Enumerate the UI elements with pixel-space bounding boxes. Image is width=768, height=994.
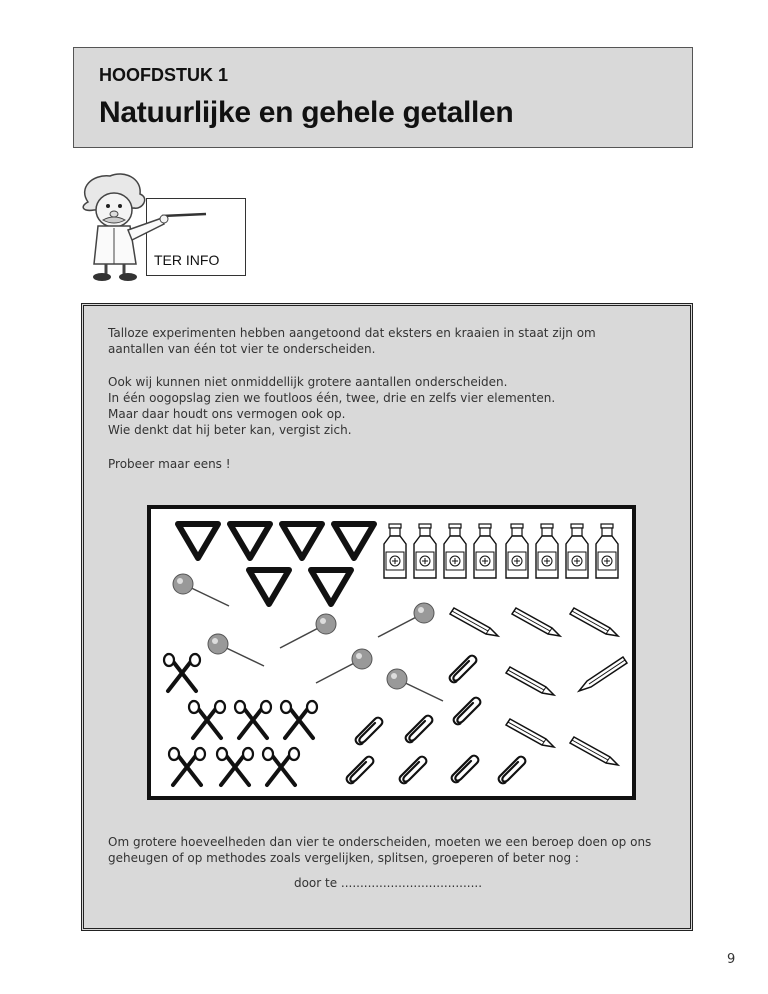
bottle-icon [414,524,436,578]
conclusion-paragraph [108,834,651,866]
pin-icon [316,649,372,683]
scissors-icon [281,701,317,738]
text-line: aantallen van één tot vier te onderscheiden. [108,342,376,356]
chapter-header [73,47,693,148]
text-line: In één oogopslag zien we foutloos één, twee, drie en zelfs vier elementen. [108,391,556,405]
bottle-icon [596,524,618,578]
page-number: 9 [727,952,736,967]
intro-paragraph-3 [108,456,231,472]
paperclip-icon [452,756,479,783]
chapter-title: Natuurlijke en gehele getallen [99,96,514,129]
paperclip-icon [406,716,433,743]
text-line: Om grotere hoeveelheden dan vier te onderscheiden, moeten we een beroep doen op ons [108,835,652,849]
paperclip-icon [347,757,374,784]
paperclip-icon [400,757,427,784]
intro-paragraph-1 [108,325,596,357]
pencil-icon [506,719,554,747]
bottle-icon [566,524,588,578]
scissors-icon [169,748,205,785]
counting-figure [147,505,636,800]
text-line: Talloze experimenten hebben aangetoond dat eksters en kraaien in staat zijn om [108,326,596,340]
scissors-icon [189,701,225,738]
pencil-icon [579,657,627,691]
pencil-icon [512,608,560,636]
pencil-icon [570,737,618,765]
paperclip-icon [499,757,526,784]
text-line: Maar daar houdt ons vermogen ook op. [108,407,346,421]
chapter-label: HOOFDSTUK 1 [99,65,229,85]
triangle-icon [334,524,374,558]
paperclip-icon [356,718,383,745]
text-line: Ook wij kunnen niet onmiddellijk grotere aantallen onderscheiden. [108,375,508,389]
triangle-icon [282,524,322,558]
pin-icon [280,614,336,648]
bottle-icon [474,524,496,578]
pencil-icon [506,667,554,695]
fill-in-blank: door te ..................................... [293,876,483,890]
triangle-icon [311,570,351,604]
scissors-icon [164,654,200,691]
scissors-icon [263,748,299,785]
intro-paragraph-2 [108,374,555,438]
pin-icon [173,574,229,606]
pin-icon [208,634,264,666]
text-line: Wie denkt dat hij beter kan, vergist zich. [108,423,352,437]
bottle-icon [444,524,466,578]
pencil-icon [450,608,498,636]
bottle-icon [536,524,558,578]
triangle-icon [230,524,270,558]
paperclip-icon [454,698,481,725]
ter-info-badge [70,168,250,286]
pin-icon [387,669,443,701]
pin-icon [378,603,434,637]
bottle-icon [506,524,528,578]
pencil-icon [570,608,618,636]
scissors-icon [217,748,253,785]
text-line: geheugen of op methodes zoals vergelijken, splitsen, groeperen of beter nog : [108,851,579,865]
bottle-icon [384,524,406,578]
triangle-icon [249,570,289,604]
info-label: TER INFO [154,252,220,268]
professor-icon [70,168,250,286]
scissors-icon [235,701,271,738]
triangle-icon [178,524,218,558]
text-line: Probeer maar eens ! [108,457,231,471]
paperclip-icon [450,656,477,683]
